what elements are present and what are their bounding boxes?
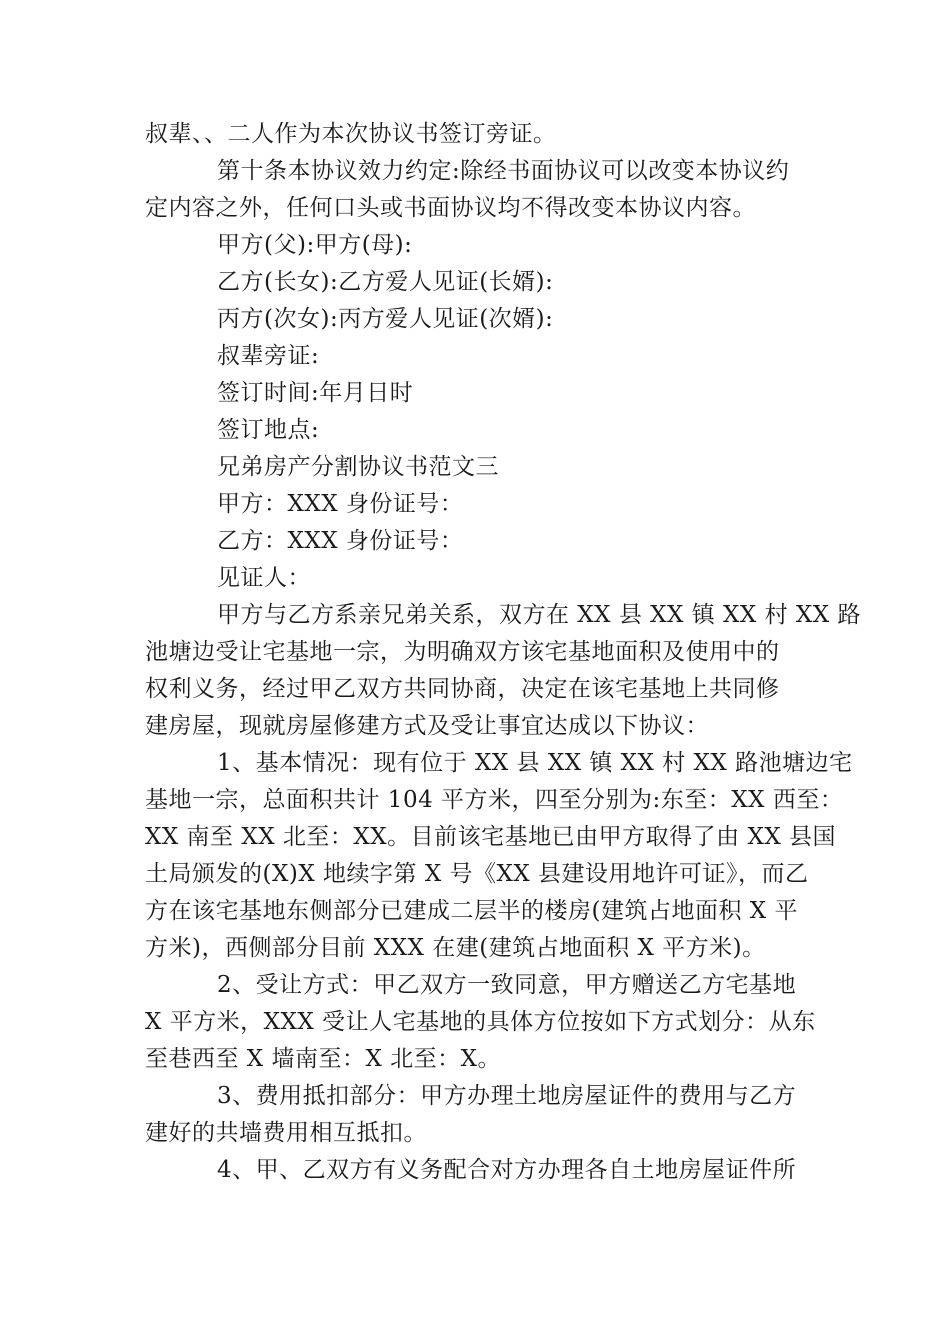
text-line: 方在该宅基地东侧部分已建成二层半的楼房(建筑占地面积 X 平: [145, 898, 798, 924]
text-line: 2、受让方式：甲乙双方一致同意，甲方赠送乙方宅基地: [217, 972, 797, 998]
text-line: 叔辈旁证:: [217, 343, 320, 369]
text-line: 建房屋，现就房屋修建方式及受让事宜达成以下协议：: [145, 713, 709, 739]
text-line: 1、基本情况：现有位于 XX 县 XX 镇 XX 村 XX 路池塘边宅: [217, 750, 853, 776]
text-line: 甲方(父):甲方(母):: [217, 232, 413, 258]
text-line: 定内容之外，任何口头或书面协议均不得改变本协议内容。: [145, 195, 756, 221]
text-line: 签订时间:年月日时: [217, 380, 414, 406]
text-line: 第十条本协议效力约定:除经书面协议可以改变本协议约: [217, 158, 790, 184]
text-line: 权利义务，经过甲乙双方共同协商，决定在该宅基地上共同修: [145, 676, 780, 702]
text-line: 丙方(次女):丙方爱人见证(次婿):: [217, 306, 554, 332]
text-line: 池塘边受让宅基地一宗，为明确双方该宅基地面积及使用中的: [145, 639, 780, 665]
text-line: 乙方：XXX 身份证号：: [217, 528, 464, 554]
text-line: 叔辈、、二人作为本次协议书签订旁证。: [145, 121, 557, 147]
text-line: 至巷西至 X 墙南至：X 北至：X。: [145, 1046, 502, 1072]
section-title: 兄弟房产分割协议书范文三: [217, 454, 499, 480]
text-line: X 平方米，XXX 受让人宅基地的具体方位按如下方式划分：从东: [145, 1009, 816, 1035]
text-line: 甲方与乙方系亲兄弟关系，双方在 XX 县 XX 镇 XX 村 XX 路: [217, 602, 861, 628]
text-line: 基地一宗，总面积共计 104 平方米，四至分别为:东至：XX 西至：: [145, 787, 844, 813]
text-line: 乙方(长女):乙方爱人见证(长婿):: [217, 269, 554, 295]
text-line: 3、费用抵扣部分：甲方办理土地房屋证件的费用与乙方: [217, 1083, 797, 1109]
text-line: XX 南至 XX 北至：XX。目前该宅基地已由甲方取得了由 XX 县国: [145, 824, 837, 850]
text-line: 见证人：: [217, 565, 311, 591]
text-line: 建好的共墙费用相互抵扣。: [145, 1120, 427, 1146]
text-line: 签订地点:: [217, 417, 320, 443]
text-line: 土局颁发的(X)X 地续字第 X 号《XX 县建设用地许可证》，而乙: [145, 861, 809, 887]
text-line: 甲方：XXX 身份证号：: [217, 491, 464, 517]
text-line: 4、甲、乙双方有义务配合对方办理各自土地房屋证件所: [217, 1157, 797, 1183]
document-body: [145, 116, 861, 1189]
text-line: 方米)，西侧部分目前 XXX 在建(建筑占地面积 X 平方米)。: [145, 935, 766, 961]
